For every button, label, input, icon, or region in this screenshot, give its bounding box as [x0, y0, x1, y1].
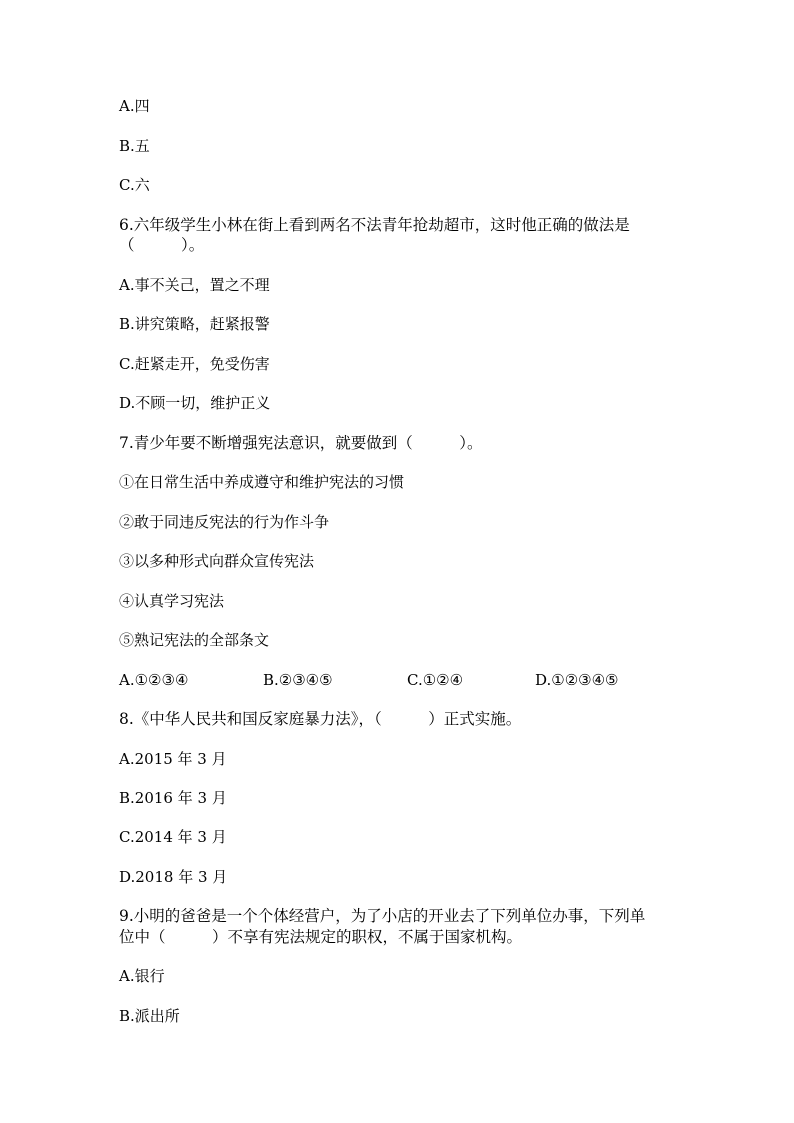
question-7-item-3: ③以多种形式向群众宣传宪法 [119, 552, 315, 570]
option-b: B.五 [119, 137, 150, 155]
question-7-option-d: D.①②③④⑤ [535, 671, 619, 689]
question-6-stem-line2: （ ）。 [119, 236, 205, 254]
question-9-stem-line1: 9.小明的爸爸是一个个体经营户，为了小店的开业去了下列单位办事，下列单 [119, 907, 646, 925]
question-7-option-a: A.①②③④ [119, 671, 189, 689]
question-7-stem: 7.青少年要不断增强宪法意识，就要做到（ ）。 [119, 434, 483, 452]
question-7-item-5: ⑤熟记宪法的全部条文 [119, 631, 270, 649]
option-c: C.六 [119, 176, 150, 194]
question-7-item-2: ②敢于同违反宪法的行为作斗争 [119, 513, 330, 531]
question-7-item-1: ①在日常生活中养成遵守和维护宪法的习惯 [119, 473, 405, 491]
question-7-options-row [119, 670, 679, 690]
question-6-option-a: A.事不关己，置之不理 [119, 276, 270, 294]
question-8-option-a: A.2015 年 3 月 [119, 750, 227, 768]
question-9-stem-line2: 位中（ ）不享有宪法规定的职权，不属于国家机构。 [119, 928, 523, 946]
question-8-option-c: C.2014 年 3 月 [119, 828, 227, 846]
question-6-option-d: D.不顾一切，维护正义 [119, 394, 271, 412]
question-6-option-c: C.赶紧走开，免受伤害 [119, 355, 270, 373]
question-8-option-d: D.2018 年 3 月 [119, 868, 228, 886]
question-8-option-b: B.2016 年 3 月 [119, 789, 227, 807]
question-7-item-4: ④认真学习宪法 [119, 592, 225, 610]
option-a: A.四 [119, 97, 150, 115]
question-8-stem: 8.《中华人民共和国反家庭暴力法》，（ ）正式实施。 [119, 710, 522, 728]
question-7-option-c: C.①②④ [407, 671, 464, 689]
question-6-option-b: B.讲究策略，赶紧报警 [119, 315, 270, 333]
question-6-stem-line1: 6.六年级学生小林在街上看到两名不法青年抢劫超市，这时他正确的做法是 [119, 216, 630, 234]
question-9-option-a: A.银行 [119, 967, 165, 985]
question-7-option-b: B.②③④⑤ [263, 671, 333, 689]
question-9-option-b: B.派出所 [119, 1007, 180, 1025]
